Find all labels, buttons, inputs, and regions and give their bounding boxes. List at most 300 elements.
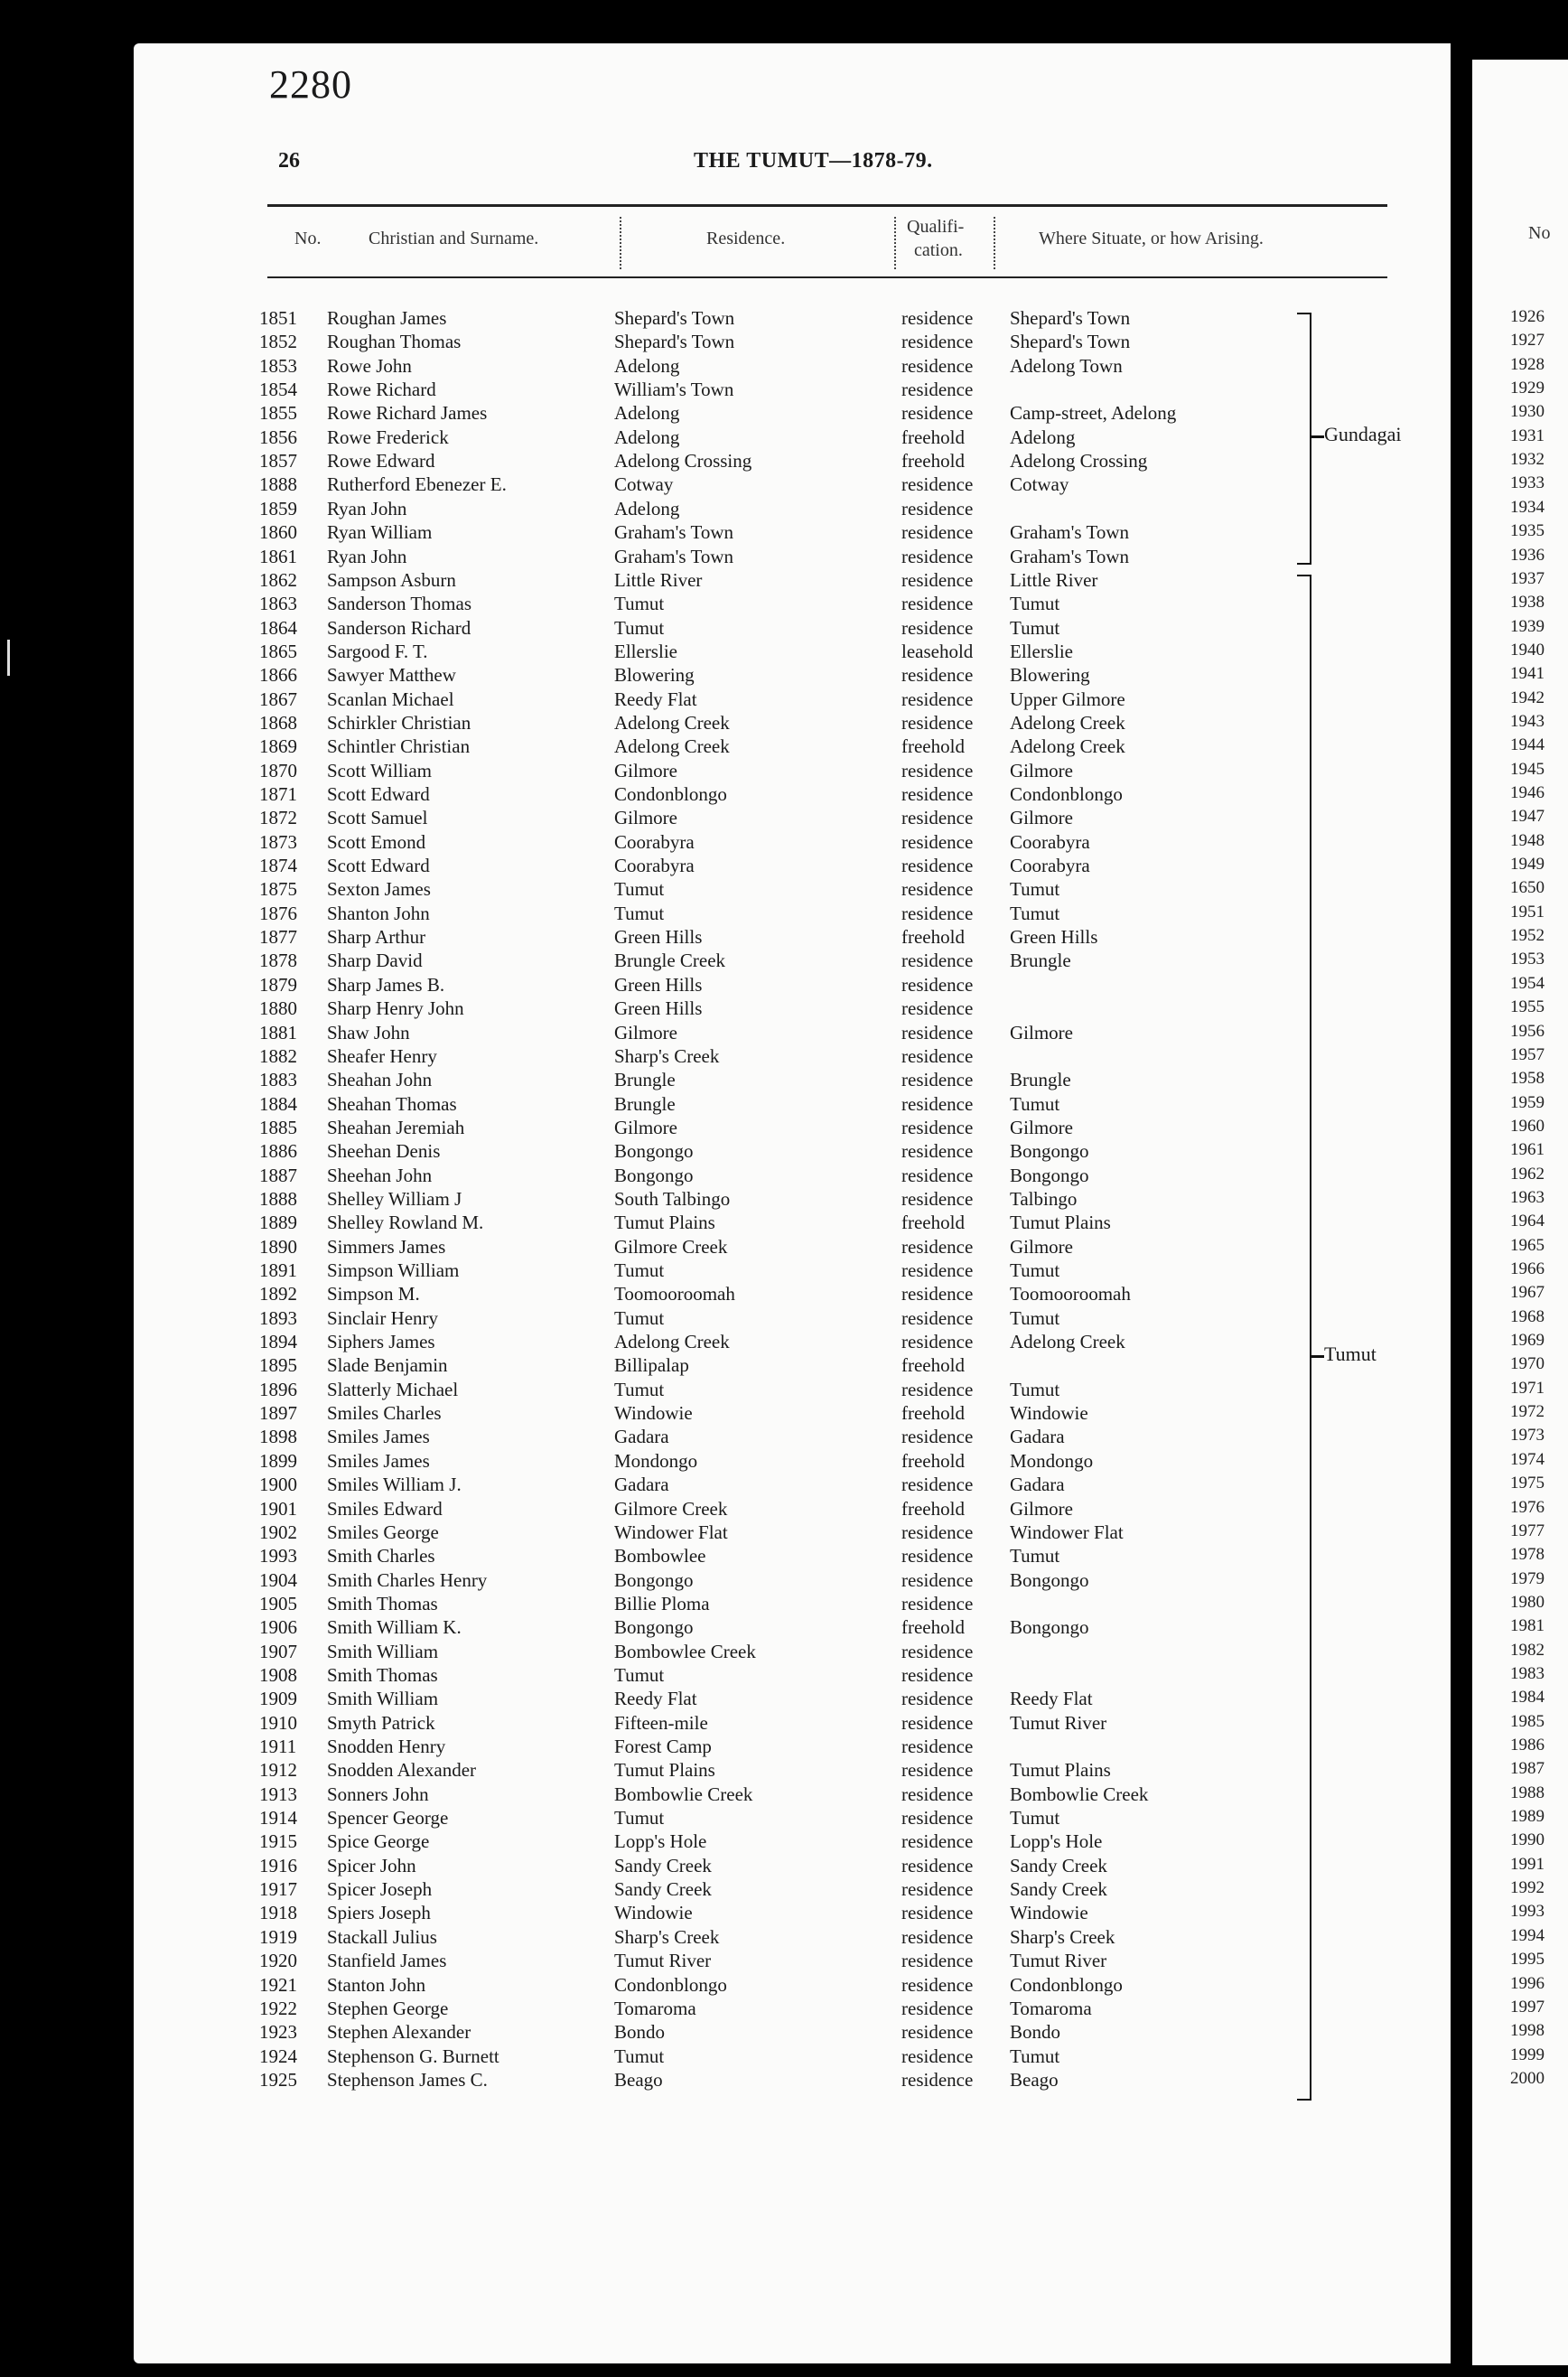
residence: Gadara	[614, 1474, 669, 1496]
adjacent-entry-number: 1929	[1510, 379, 1545, 398]
entry-number: 1912	[259, 1759, 297, 1782]
elector-name: Scanlan Michael	[327, 688, 454, 710]
table-row	[0, 1736, 1451, 1759]
qualification: residence	[901, 1759, 974, 1782]
adjacent-entry-number: 1927	[1510, 331, 1545, 351]
table-row	[0, 1783, 1451, 1807]
qualification: residence	[901, 545, 974, 567]
qualification: residence	[901, 1807, 974, 1830]
header-qualification-2: cation.	[914, 240, 963, 260]
where-situate: Talbingo	[1010, 1187, 1078, 1210]
header-separator	[620, 217, 621, 269]
adjacent-entry-number: 1936	[1510, 545, 1545, 565]
residence: Adelong Creek	[614, 1331, 730, 1353]
adjacent-entry-number: 1988	[1510, 1783, 1545, 1802]
entry-number: 1993	[259, 1545, 297, 1568]
elector-name: Smith William K.	[327, 1616, 462, 1639]
elector-name: Sampson Asburn	[327, 568, 456, 591]
residence: Gadara	[614, 1426, 669, 1448]
entry-number: 1871	[259, 783, 297, 805]
residence: South Talbingo	[614, 1187, 731, 1210]
table-row	[0, 1093, 1451, 1117]
residence: Gilmore Creek	[614, 1235, 728, 1258]
adjacent-entry-number: 1966	[1510, 1259, 1545, 1278]
elector-name: Scott Samuel	[327, 807, 428, 829]
table-row	[0, 1165, 1451, 1188]
table-row	[0, 1474, 1451, 1497]
residence: Tumut Plains	[614, 1759, 715, 1782]
adjacent-entry-number: 1976	[1510, 1497, 1545, 1517]
residence: Billie Ploma	[614, 1592, 710, 1614]
residence: Graham's Town	[614, 545, 733, 567]
table-row	[0, 903, 1451, 926]
where-situate: Brungle	[1010, 1069, 1071, 1091]
qualification: residence	[901, 1474, 974, 1496]
where-situate: Adelong	[1010, 426, 1076, 448]
residence: Windowie	[614, 1902, 693, 1924]
residence: Adelong Creek	[614, 735, 730, 758]
qualification: residence	[901, 1140, 974, 1163]
qualification: residence	[901, 1164, 974, 1186]
residence: Brungle	[614, 1092, 676, 1115]
qualification: residence	[901, 1021, 974, 1043]
qualification: residence	[901, 1306, 974, 1329]
header-qualification-1: Qualifi-	[907, 217, 965, 237]
adjacent-entry-number: 1650	[1510, 878, 1545, 898]
adjacent-entry-number: 1992	[1510, 1878, 1545, 1898]
qualification: residence	[901, 1378, 974, 1400]
elector-name: Sargood F. T.	[327, 640, 428, 662]
table-row	[0, 1140, 1451, 1164]
table-row	[0, 783, 1451, 807]
where-situate: Ellerslie	[1010, 640, 1073, 662]
where-situate: Adelong Creek	[1010, 735, 1125, 758]
adjacent-entry-number: 1935	[1510, 521, 1545, 541]
adjacent-entry-number: 1996	[1510, 1973, 1545, 1993]
residence: Windower Flat	[614, 1521, 728, 1543]
adjacent-entry-number: 1999	[1510, 2045, 1545, 2064]
entry-number: 1893	[259, 1306, 297, 1329]
where-situate: Tumut Plains	[1010, 1212, 1111, 1234]
table-row	[0, 521, 1451, 545]
table-row	[0, 1022, 1451, 1045]
table-row	[0, 878, 1451, 902]
adjacent-entry-number: 1962	[1510, 1164, 1545, 1184]
entry-number: 1914	[259, 1807, 297, 1830]
entry-number: 1925	[259, 2068, 297, 2091]
where-situate: Tumut	[1010, 1807, 1060, 1830]
qualification: freehold	[901, 1212, 965, 1234]
where-situate: Windowie	[1010, 1402, 1088, 1425]
qualification: residence	[901, 331, 974, 353]
elector-name: Slatterly Michael	[327, 1378, 459, 1400]
elector-name: Slade Benjamin	[327, 1354, 448, 1377]
residence: Tumut	[614, 1663, 665, 1686]
entry-number: 1902	[259, 1521, 297, 1543]
elector-name: Smith Thomas	[327, 1592, 438, 1614]
elector-name: Sheehan John	[327, 1164, 433, 1186]
residence: Gilmore	[614, 1116, 677, 1138]
where-situate: Bongongo	[1010, 1568, 1089, 1591]
elector-name: Sheehan Denis	[327, 1140, 441, 1163]
elector-name: Smith Charles	[327, 1545, 435, 1568]
elector-name: Sheahan Jeremiah	[327, 1116, 465, 1138]
adjacent-entry-number: 1938	[1510, 593, 1545, 613]
table-row	[0, 1331, 1451, 1354]
adjacent-entry-number: 1983	[1510, 1663, 1545, 1683]
qualification: residence	[901, 1902, 974, 1924]
entry-number: 1900	[259, 1474, 297, 1496]
adjacent-entry-number: 1970	[1510, 1354, 1545, 1374]
table-row	[0, 1807, 1451, 1830]
table-row	[0, 1926, 1451, 1950]
entry-number: 1878	[259, 950, 297, 972]
qualification: residence	[901, 1711, 974, 1734]
residence: Billipalap	[614, 1354, 689, 1377]
elector-name: Smiles George	[327, 1521, 439, 1543]
adjacent-entry-number: 1949	[1510, 855, 1545, 875]
elector-name: Snodden Henry	[327, 1736, 446, 1757]
entry-number: 1898	[259, 1426, 297, 1448]
residence: Tumut River	[614, 1950, 712, 1972]
entry-number: 1872	[259, 807, 297, 829]
table-row	[0, 331, 1451, 354]
where-situate: Shepard's Town	[1010, 307, 1131, 329]
qualification: residence	[901, 1426, 974, 1448]
residence: Beago	[614, 2068, 663, 2091]
where-situate: Sharp's Creek	[1010, 1925, 1115, 1948]
elector-name: Rowe John	[327, 354, 412, 377]
elector-name: Ryan John	[327, 497, 407, 519]
table-row	[0, 712, 1451, 735]
elector-name: Simpson William	[327, 1259, 460, 1281]
qualification: residence	[901, 1521, 974, 1543]
table-row	[0, 1307, 1451, 1331]
residence: Fifteen-mile	[614, 1711, 708, 1734]
adjacent-entry-number: 1934	[1510, 497, 1545, 517]
table-row	[0, 1759, 1451, 1783]
adjacent-entry-number: 1961	[1510, 1140, 1545, 1160]
elector-name: Smiles James	[327, 1426, 430, 1448]
qualification: residence	[901, 1259, 974, 1281]
entry-number: 1876	[259, 902, 297, 924]
adjacent-entry-number: 1987	[1510, 1759, 1545, 1779]
elector-name: Spicer Joseph	[327, 1878, 433, 1901]
elector-name: Shaw John	[327, 1021, 410, 1043]
where-situate: Bongongo	[1010, 1616, 1089, 1639]
where-situate: Windower Flat	[1010, 1521, 1124, 1543]
table-row	[0, 473, 1451, 497]
qualification: residence	[901, 307, 974, 329]
entry-number: 1852	[259, 331, 297, 353]
adjacent-entry-number: 2000	[1510, 2068, 1545, 2088]
qualification: freehold	[901, 426, 965, 448]
entry-number: 1907	[259, 1640, 297, 1662]
residence: Tumut	[614, 1378, 665, 1400]
elector-name: Simmers James	[327, 1235, 446, 1258]
adjacent-entry-number: 1942	[1510, 688, 1545, 707]
table-row	[0, 1236, 1451, 1259]
table-row	[0, 379, 1451, 402]
table-row	[0, 926, 1451, 950]
where-situate: Shepard's Town	[1010, 331, 1131, 353]
entry-number: 1909	[259, 1688, 297, 1710]
where-situate: Beago	[1010, 2068, 1059, 2091]
residence: Sandy Creek	[614, 1878, 712, 1901]
adjacent-entry-number: 1977	[1510, 1521, 1545, 1540]
table-row	[0, 974, 1451, 997]
adjacent-entry-number: 1957	[1510, 1044, 1545, 1064]
adjacent-entry-number: 1986	[1510, 1736, 1545, 1755]
where-situate: Little River	[1010, 568, 1098, 591]
qualification: residence	[901, 1283, 974, 1305]
adjacent-entry-number: 1930	[1510, 402, 1545, 422]
where-situate: Gilmore	[1010, 759, 1073, 781]
qualification: residence	[901, 973, 974, 996]
adjacent-entry-number: 1959	[1510, 1092, 1545, 1112]
qualification: freehold	[901, 1449, 965, 1472]
entry-number: 1919	[259, 1925, 297, 1948]
table-row	[0, 1450, 1451, 1474]
entry-number: 1905	[259, 1592, 297, 1614]
entry-number: 1875	[259, 878, 297, 901]
table-row	[0, 1616, 1451, 1640]
entry-number: 1853	[259, 354, 297, 377]
qualification: residence	[901, 1997, 974, 2019]
header-no: No.	[294, 229, 322, 248]
where-situate: Green Hills	[1010, 926, 1098, 949]
entry-number: 1864	[259, 616, 297, 639]
residence: Green Hills	[614, 997, 703, 1020]
where-situate: Bongongo	[1010, 1140, 1089, 1163]
residence: Tumut	[614, 1807, 665, 1830]
adjacent-entry-number: 1981	[1510, 1616, 1545, 1636]
page-number: 26	[278, 149, 300, 173]
adjacent-entry-number: 1933	[1510, 473, 1545, 493]
elector-name: Sheahan Thomas	[327, 1092, 457, 1115]
adjacent-entry-number: 1939	[1510, 616, 1545, 636]
qualification: residence	[901, 521, 974, 544]
elector-name: Shanton John	[327, 902, 430, 924]
table-row	[0, 593, 1451, 616]
table-row	[0, 664, 1451, 688]
tumut-bracket	[1297, 575, 1311, 2101]
qualification: residence	[901, 1663, 974, 1686]
residence: Adelong	[614, 426, 680, 448]
elector-name: Scott William	[327, 759, 433, 781]
entry-number: 1888	[259, 473, 297, 496]
header-residence: Residence.	[706, 229, 786, 248]
residence: Gilmore	[614, 759, 677, 781]
entry-number: 1889	[259, 1212, 297, 1234]
table-row	[0, 950, 1451, 973]
where-situate: Adelong Town	[1010, 354, 1123, 377]
residence: Tumut	[614, 616, 665, 639]
table-row	[0, 688, 1451, 712]
table-row	[0, 1878, 1451, 1902]
elector-name: Rutherford Ebenezer E.	[327, 473, 507, 496]
entry-number: 1883	[259, 1069, 297, 1091]
elector-name: Smith William	[327, 1688, 439, 1710]
where-situate: Graham's Town	[1010, 521, 1129, 544]
entry-number: 1896	[259, 1378, 297, 1400]
residence: Tumut	[614, 1259, 665, 1281]
qualification: residence	[901, 1092, 974, 1115]
entry-number: 1879	[259, 973, 297, 996]
table-row	[0, 641, 1451, 664]
qualification: residence	[901, 593, 974, 615]
where-situate: Tumut	[1010, 878, 1060, 901]
table-row	[0, 1212, 1451, 1235]
entry-number: 1873	[259, 830, 297, 853]
elector-name: Rowe Richard James	[327, 402, 488, 425]
elector-name: Stephenson G. Burnett	[327, 2045, 499, 2067]
residence: Brungle Creek	[614, 950, 726, 972]
entry-number: 1868	[259, 711, 297, 734]
adjacent-entry-number: 1982	[1510, 1640, 1545, 1660]
table-row	[0, 1045, 1451, 1069]
entry-number: 1862	[259, 568, 297, 591]
residence: Reedy Flat	[614, 1688, 697, 1710]
where-situate: Gadara	[1010, 1474, 1065, 1496]
table-row	[0, 807, 1451, 830]
qualification: residence	[901, 1973, 974, 1996]
residence: Mondongo	[614, 1449, 698, 1472]
table-row	[0, 1593, 1451, 1616]
adjacent-entry-number: 1965	[1510, 1235, 1545, 1255]
residence: Windowie	[614, 1402, 693, 1425]
entry-number: 1854	[259, 379, 297, 401]
qualification: residence	[901, 1783, 974, 1805]
entry-number: 1886	[259, 1140, 297, 1163]
qualification: freehold	[901, 450, 965, 473]
adjacent-entry-number: 1955	[1510, 997, 1545, 1017]
table-row	[0, 569, 1451, 593]
adjacent-entry-number: 1998	[1510, 2021, 1545, 2041]
where-situate: Bongongo	[1010, 1164, 1089, 1186]
elector-name: Stanfield James	[327, 1950, 447, 1972]
elector-name: Sheafer Henry	[327, 1044, 437, 1067]
qualification: residence	[901, 1187, 974, 1210]
residence: Forest Camp	[614, 1736, 712, 1757]
elector-name: Smiles William J.	[327, 1474, 462, 1496]
entry-number: 1863	[259, 593, 297, 615]
residence: Sharp's Creek	[614, 1044, 720, 1067]
qualification: residence	[901, 2068, 974, 2091]
adjacent-entry-number: 1971	[1510, 1378, 1545, 1398]
entry-number: 1906	[259, 1616, 297, 1639]
qualification: residence	[901, 1950, 974, 1972]
table-row	[0, 617, 1451, 641]
entry-number: 1899	[259, 1449, 297, 1472]
elector-name: Rowe Richard	[327, 379, 436, 401]
entry-number: 1861	[259, 545, 297, 567]
elector-name: Scott Edward	[327, 783, 430, 805]
entry-number: 1891	[259, 1259, 297, 1281]
qualification: residence	[901, 379, 974, 401]
elector-name: Sharp Arthur	[327, 926, 426, 949]
where-situate: Windowie	[1010, 1902, 1088, 1924]
qualification: residence	[901, 759, 974, 781]
residence: Gilmore Creek	[614, 1497, 728, 1520]
entry-number: 1923	[259, 2021, 297, 2044]
where-situate: Tumut River	[1010, 1950, 1107, 1972]
residence: Adelong Creek	[614, 711, 730, 734]
entry-number: 1904	[259, 1568, 297, 1591]
table-row	[0, 1712, 1451, 1736]
elector-name: Sawyer Matthew	[327, 664, 456, 687]
qualification: residence	[901, 1116, 974, 1138]
qualification: residence	[901, 402, 974, 425]
where-situate: Tumut River	[1010, 1711, 1107, 1734]
table-row	[0, 997, 1451, 1021]
where-situate: Mondongo	[1010, 1449, 1094, 1472]
adjacent-entry-number: 1972	[1510, 1402, 1545, 1422]
adjacent-entry-number: 1984	[1510, 1688, 1545, 1708]
table-row	[0, 498, 1451, 521]
entry-number: 1877	[259, 926, 297, 949]
table-row	[0, 1855, 1451, 1878]
where-situate: Upper Gilmore	[1010, 688, 1125, 710]
qualification: residence	[901, 1640, 974, 1662]
qualification: freehold	[901, 1354, 965, 1377]
adjacent-entry-number: 1968	[1510, 1306, 1545, 1326]
elector-name: Scott Edward	[327, 855, 430, 877]
adjacent-entry-number: 1946	[1510, 783, 1545, 802]
residence: William's Town	[614, 379, 734, 401]
adjacent-entry-number: 1995	[1510, 1950, 1545, 1970]
table-row	[0, 1069, 1451, 1092]
elector-name: Stephenson James C.	[327, 2068, 488, 2091]
header-top-rule	[267, 204, 1387, 207]
elector-name: Shelley Rowland M.	[327, 1212, 484, 1234]
adjacent-entry-number: 1951	[1510, 902, 1545, 922]
residence: Gilmore	[614, 1021, 677, 1043]
elector-name: Spencer George	[327, 1807, 449, 1830]
elector-name: Scott Emond	[327, 830, 426, 853]
qualification: residence	[901, 783, 974, 805]
residence: Lopp's Hole	[614, 1830, 707, 1853]
adjacent-entry-number: 1974	[1510, 1449, 1545, 1469]
entry-number: 1857	[259, 450, 297, 473]
table-row	[0, 1641, 1451, 1664]
entry-number: 1921	[259, 1973, 297, 1996]
residence: Toomooroomah	[614, 1283, 735, 1305]
adjacent-entry-number: 1952	[1510, 926, 1545, 946]
entry-number: 1918	[259, 1902, 297, 1924]
elector-name: Schintler Christian	[327, 735, 471, 758]
elector-name: Smiles James	[327, 1449, 430, 1472]
header-separator	[894, 217, 896, 269]
where-situate: Adelong Crossing	[1010, 450, 1148, 473]
residence: Gilmore	[614, 807, 677, 829]
where-situate: Camp-street, Adelong	[1010, 402, 1177, 425]
residence: Coorabyra	[614, 830, 695, 853]
where-situate: Gilmore	[1010, 1116, 1073, 1138]
qualification: residence	[901, 1854, 974, 1876]
where-situate: Tumut	[1010, 1545, 1060, 1568]
qualification: residence	[901, 997, 974, 1020]
adjacent-entry-number: 1931	[1510, 426, 1545, 445]
table-row	[0, 1188, 1451, 1212]
entry-number: 1911	[259, 1736, 297, 1757]
elector-name: Shelley William J	[327, 1187, 462, 1210]
entry-number: 1860	[259, 521, 297, 544]
where-situate: Gilmore	[1010, 1021, 1073, 1043]
adjacent-entry-number: 1958	[1510, 1069, 1545, 1089]
where-situate: Gilmore	[1010, 807, 1073, 829]
entry-number: 1882	[259, 1044, 297, 1067]
